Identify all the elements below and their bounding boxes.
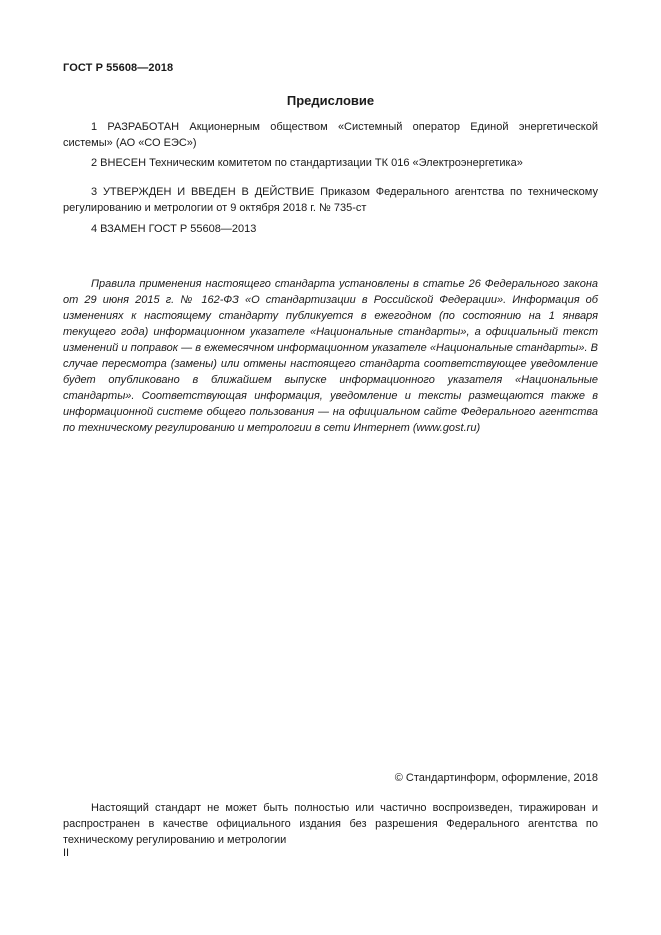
- copyright-line: © Стандартинформ, оформление, 2018: [394, 772, 598, 784]
- page-number: II: [63, 847, 70, 859]
- reproduction-notice: Настоящий стандарт не может быть полностью или частично воспроизведен, тиражирован и распространен в качестве официального издания без разрешения Федерального агентства по техническому регулированию и метрологии: [63, 802, 598, 846]
- foreword-item-approved: 3 УТВЕРЖДЕН И ВВЕДЕН В ДЕЙСТВИЕ Приказом Федерального агентства по техническому регулированию и метрологии от 9 октября 2018 г. № 735-ст: [63, 186, 598, 214]
- foreword-item-introduced: 2 ВНЕСЕН Техническим комитетом по стандартизации ТК 016 «Электроэнергетика»: [91, 157, 523, 169]
- foreword-item-replaces: 4 ВЗАМЕН ГОСТ Р 55608—2013: [91, 223, 257, 235]
- application-rules-notice: Правила применения настоящего стандарта установлены в статье 26 Федерального закона от 29 июня 2015 г. № 162-ФЗ «О стандартизации в Российской Федерации». Информация об изменениях к настоящему стандарту публикуется в ежегодном (по состоянию на 1 января текущего года) информационном указателе «Национальные стандарты», а официальный текст изменений и поправок — в ежемесячном информационном указателе «Национальные стандарты». В случае пересмотра (замены) или отмены настоящего стандарта соответствующее уведомление будет опубликовано в ближайшем выпуске информационного указателя «Национальные стандарты». Соответствующая информация, уведомление и тексты размещаются также в информационной системе общего пользования — на официальном сайте Федерального агентства по техническому регулированию и метрологии в сети Интернет (www.gost.ru): [63, 278, 598, 434]
- page-title: Предисловие: [286, 93, 375, 108]
- document-code: ГОСТ Р 55608—2018: [63, 62, 174, 74]
- foreword-item-developed: 1 РАЗРАБОТАН Акционерным обществом «Системный оператор Единой энергетической системы» (АО «СО ЕЭС»): [63, 121, 598, 149]
